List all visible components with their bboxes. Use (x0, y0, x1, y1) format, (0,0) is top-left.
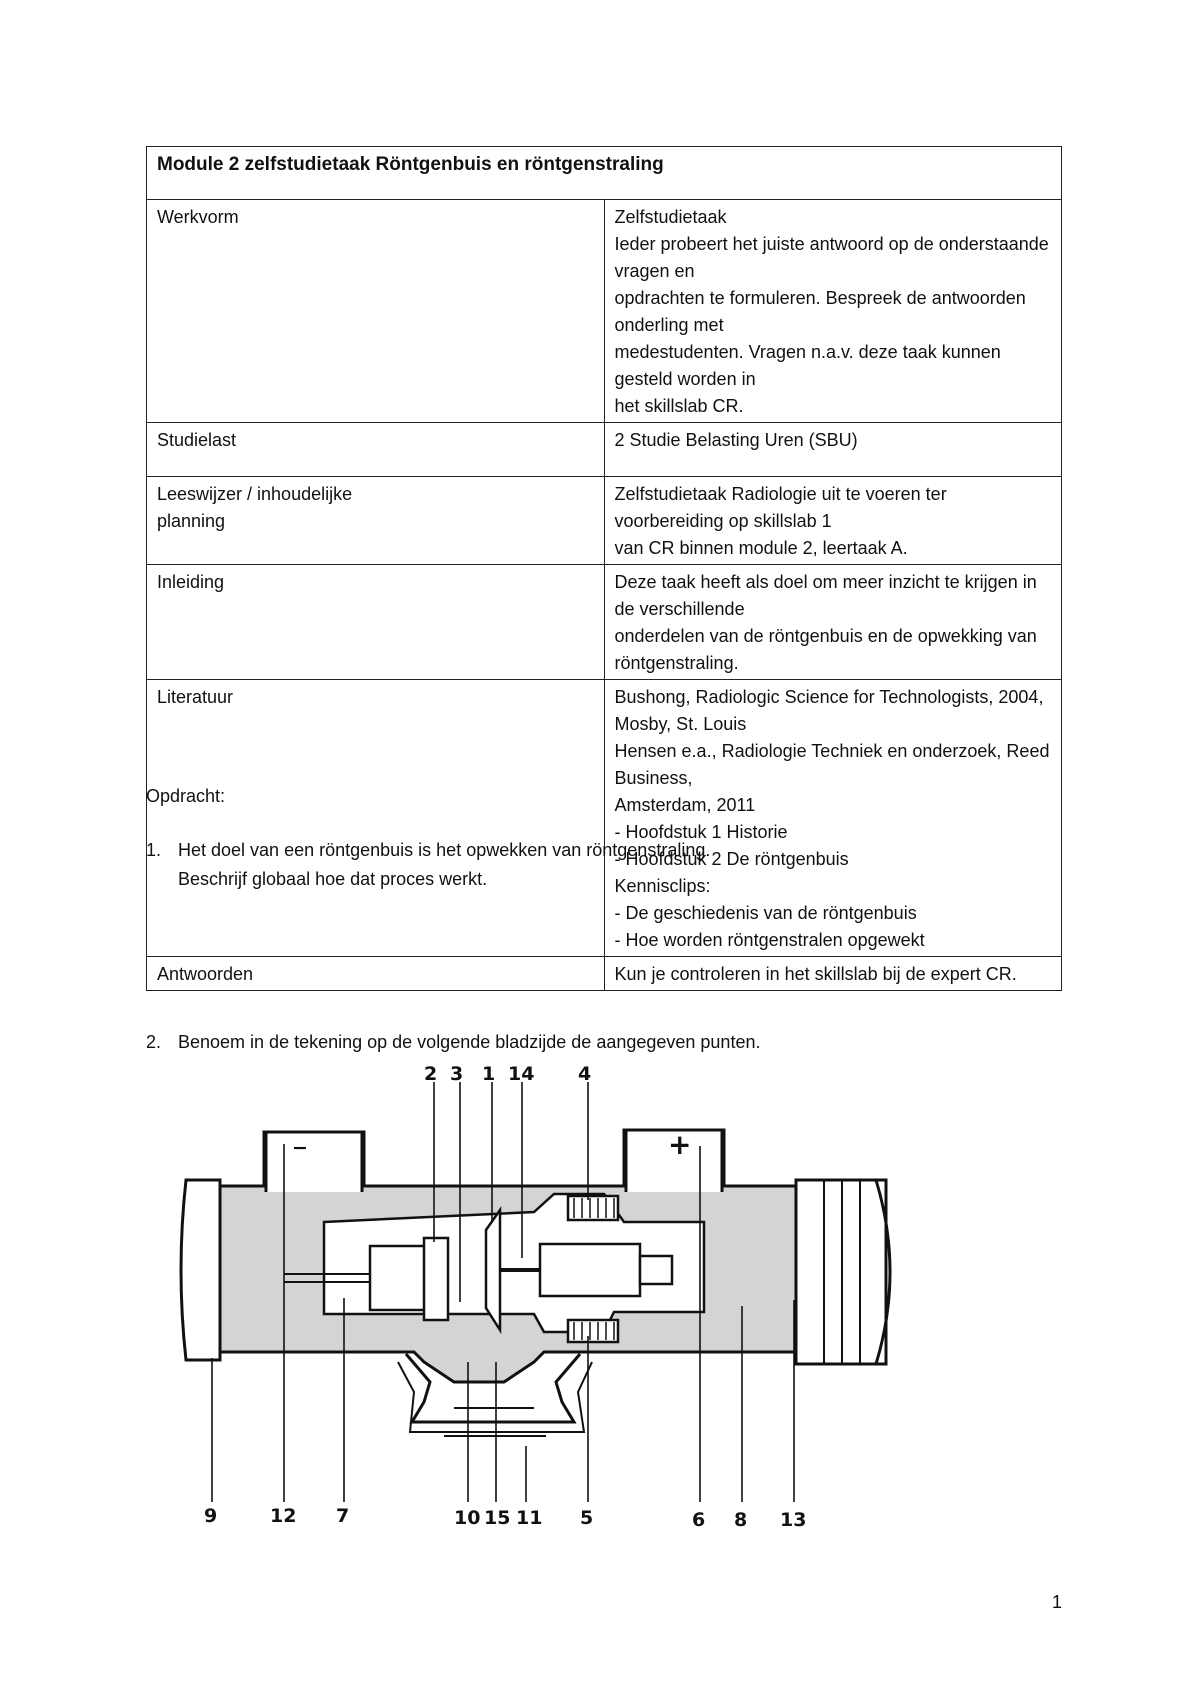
label-10: 10 (454, 1507, 481, 1528)
label-6: 6 (692, 1509, 706, 1528)
opdracht-heading: Opdracht: (146, 786, 226, 806)
stator-coil-bottom (568, 1320, 618, 1342)
question-1 (146, 836, 710, 894)
table-row (147, 477, 1062, 565)
minus-sign: − (292, 1137, 308, 1159)
row-label-studielast: Studielast (147, 423, 605, 477)
row-label-antwoorden: Antwoorden (147, 957, 605, 991)
row-value-leeswijzer: Zelfstudietaak Radiologie uit te voeren ter voorbereiding op skillslab 1 van CR binnen module 2, leertaak A. (604, 477, 1062, 565)
filament-cup (424, 1238, 448, 1320)
label-5: 5 (580, 1507, 594, 1528)
table-row (147, 200, 1062, 423)
question-text: Benoem in de tekening op de volgende bladzijde de aangegeven punten. (178, 1032, 761, 1052)
label-13: 13 (780, 1509, 807, 1528)
page-number: 1 (1052, 1592, 1063, 1612)
row-value-literatuur: Bushong, Radiologic Science for Technologists, 2004, Mosby, St. Louis Hensen e.a., Radiologie Techniek en onderzoek, Reed Business, Amsterdam, 2011 - Hoofdstuk 1 Historie - Hoofdstuk 2 De röntgenbuis Kennisclips: - De geschiedenis van de röntgenbuis - Hoe worden röntgenstralen opgewekt (604, 680, 1062, 957)
label-9: 9 (204, 1505, 218, 1527)
row-value-antwoorden: Kun je controleren in het skillslab bij de expert CR. (604, 957, 1062, 991)
cathode-end-cap (181, 1180, 220, 1360)
label-14: 14 (508, 1063, 535, 1085)
row-value-werkvorm: Zelfstudietaak Ieder probeert het juiste antwoord op de onderstaande vragen en opdrachten te formuleren. Bespreek de antwoorden onderling met medestudenten. Vragen n.a.v. deze taak kunnen gesteld worden in het skillslab CR. (604, 200, 1062, 423)
label-15: 15 (484, 1507, 511, 1528)
table-row (147, 957, 1062, 991)
cathode-block (370, 1246, 426, 1310)
label-1: 1 (482, 1063, 496, 1085)
question-2 (146, 1028, 760, 1057)
row-value-inleiding: Deze taak heeft als doel om meer inzicht te krijgen in de verschillende onderdelen van de röntgenbuis en de opwekking van röntgenstraling. (604, 565, 1062, 680)
stator-coil-top (568, 1196, 618, 1220)
row-label-literatuur: Literatuur (147, 680, 605, 957)
question-number: 2. (146, 1032, 162, 1052)
label-2: 2 (424, 1063, 438, 1085)
label-3: 3 (450, 1063, 464, 1085)
row-label-leeswijzer: Leeswijzer / inhoudelijke planning (147, 477, 605, 565)
table-row (147, 565, 1062, 680)
label-4: 4 (578, 1063, 592, 1085)
question-text: Het doel van een röntgenbuis is het opwekken van röntgenstraling. (178, 840, 711, 860)
label-12: 12 (270, 1505, 297, 1527)
label-11: 11 (516, 1507, 543, 1528)
table-row (147, 680, 1062, 957)
question-number: 1. (146, 840, 162, 860)
table-title: Module 2 zelfstudietaak Röntgenbuis en röntgenstraling (147, 147, 1062, 200)
table-row (147, 423, 1062, 477)
xray-tube-diagram (174, 1062, 914, 1528)
row-value-studielast: 2 Studie Belasting Uren (SBU) (604, 423, 1062, 477)
label-8: 8 (734, 1509, 748, 1528)
row-label-werkvorm: Werkvorm (147, 200, 605, 423)
anode-disc (486, 1210, 500, 1330)
label-7: 7 (336, 1505, 350, 1527)
question-text: Beschrijf globaal hoe dat proces werkt. (178, 869, 488, 889)
row-label-inleiding: Inleiding (147, 565, 605, 680)
rotor (540, 1244, 640, 1296)
plus-sign: + (668, 1128, 692, 1161)
